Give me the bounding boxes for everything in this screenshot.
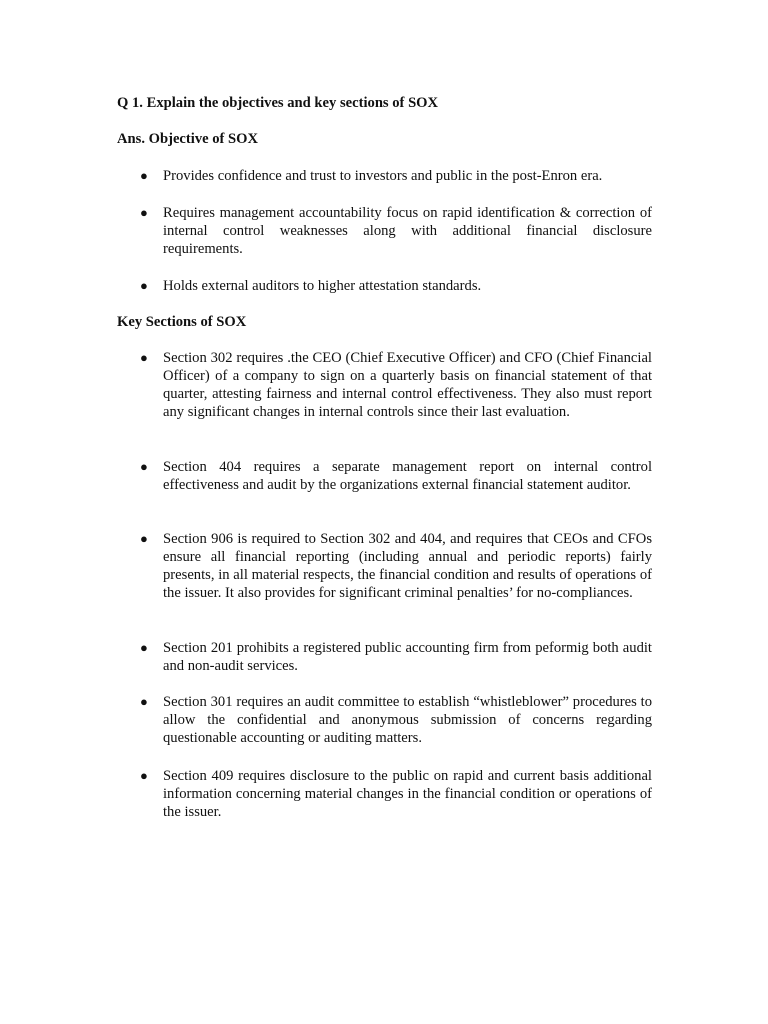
objective-text: Holds external auditors to higher attestation standards. [163, 278, 482, 294]
bullet-icon: ● [140, 168, 148, 183]
key-sections-heading: Key Sections of SOX [117, 314, 247, 330]
objective-heading: Ans. Objective of SOX [117, 131, 259, 147]
key-section-text: Section 409 requires disclosure to the public on rapid and current basis additional information concerning material changes in the financial condition or operations of the issuer. [163, 768, 652, 820]
key-section-text: Section 201 prohibits a registered public accounting firm from peformig both audit and non-audit services. [163, 640, 652, 674]
bullet-icon: ● [140, 694, 148, 709]
bullet-icon: ● [140, 350, 148, 365]
bullet-icon: ● [140, 459, 148, 474]
bullet-icon: ● [140, 531, 148, 546]
question-heading: Q 1. Explain the objectives and key sections of SOX [117, 95, 439, 111]
objective-text: Requires management accountability focus on rapid identification & correction of internal control weaknesses along with additional financial disclosure requirements. [163, 205, 652, 257]
bullet-icon: ● [140, 640, 148, 655]
bullet-icon: ● [140, 768, 148, 783]
objective-text: Provides confidence and trust to investors and public in the post-Enron era. [163, 168, 603, 184]
key-section-text: Section 906 is required to Section 302 and 404, and requires that CEOs and CFOs ensure all financial reporting (including annual and periodic reports) fairly presents, in all material respects, the financial condition and results of operations of the issuer. It also provides for significant criminal penalties’ for no-compliances. [163, 531, 652, 601]
key-section-text: Section 301 requires an audit committee to establish “whistleblower” procedures to allow the confidential and anonymous submission of concerns regarding questionable accounting or auditing matters. [163, 694, 652, 746]
key-section-text: Section 302 requires .the CEO (Chief Executive Officer) and CFO (Chief Financial Officer) of a company to sign on a quarterly basis on financial statement of that quarter, attesting fairness and internal control effectiveness. They also must report any significant changes in internal controls since their last evaluation. [163, 350, 652, 420]
key-section-text: Section 404 requires a separate management report on internal control effectiveness and audit by the organizations external financial statement auditor. [163, 459, 652, 493]
bullet-icon: ● [140, 278, 148, 293]
bullet-icon: ● [140, 205, 148, 220]
